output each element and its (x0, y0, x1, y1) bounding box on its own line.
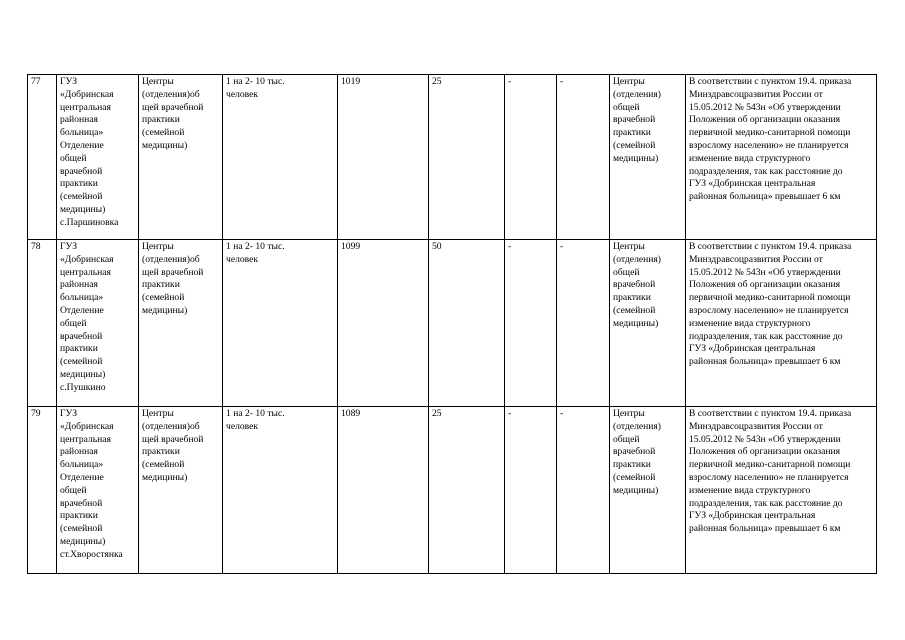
facility-type: Центры (отделения)об щей врачебной практики (семейной медицины) (139, 407, 223, 574)
facility-type: Центры (отделения)об щей врачебной практики (семейной медицины) (139, 240, 223, 407)
population-norm: 1 на 2- 10 тыс. человек (223, 75, 338, 240)
row-number: 77 (28, 75, 57, 240)
table-row (28, 75, 877, 240)
organization-name: ГУЗ «Добринская центральная районная больница» Отделение общей врачебной практики (семейной медицины) с.Паршиновка (57, 75, 139, 240)
population-count: 1019 (338, 75, 429, 240)
distance-value: 25 (429, 407, 505, 574)
empty-cell-dash: - (557, 75, 610, 240)
organization-name: ГУЗ «Добринская центральная районная больница» Отделение общей врачебной практики (семейной медицины) ст.Хворостянка (57, 407, 139, 574)
planned-facility-type: Центры (отделения) общей врачебной практики (семейной медицины) (610, 240, 686, 407)
distance-value: 50 (429, 240, 505, 407)
planned-facility-type: Центры (отделения) общей врачебной практики (семейной медицины) (610, 75, 686, 240)
empty-cell-dash: - (557, 407, 610, 574)
population-norm: 1 на 2- 10 тыс. человек (223, 407, 338, 574)
table-row (28, 407, 877, 574)
population-count: 1089 (338, 407, 429, 574)
empty-cell-dash: - (505, 75, 557, 240)
empty-cell-dash: - (505, 240, 557, 407)
population-count: 1099 (338, 240, 429, 407)
justification-note: В соответствии с пунктом 19.4. приказа Минздравсоцразвития России от 15.05.2012 № 543н «Об утверждении Положения об организации оказания первичной медико-санитарной помощи взрослому населению» не планируется изменение вида структурного подразделения, так как расстояние до ГУЗ «Добринская центральная районная больница» превышает 6 км (686, 407, 877, 574)
justification-note: В соответствии с пунктом 19.4. приказа Минздравсоцразвития России от 15.05.2012 № 543н «Об утверждении Положения об организации оказания первичной медико-санитарной помощи взрослому населению» не планируется изменение вида структурного подразделения, так как расстояние до ГУЗ «Добринская центральная районная больница» превышает 6 км (686, 240, 877, 407)
row-number: 79 (28, 407, 57, 574)
facilities-table (27, 74, 877, 574)
organization-name: ГУЗ «Добринская центральная районная больница» Отделение общей врачебной практики (семейной медицины) с.Пушкино (57, 240, 139, 407)
justification-note: В соответствии с пунктом 19.4. приказа Минздравсоцразвития России от 15.05.2012 № 543н «Об утверждении Положения об организации оказания первичной медико-санитарной помощи взрослому населению» не планируется изменение вида структурного подразделения, так как расстояние до ГУЗ «Добринская центральная районная больница» превышает 6 км (686, 75, 877, 240)
empty-cell-dash: - (505, 407, 557, 574)
row-number: 78 (28, 240, 57, 407)
planned-facility-type: Центры (отделения) общей врачебной практики (семейной медицины) (610, 407, 686, 574)
population-norm: 1 на 2- 10 тыс. человек (223, 240, 338, 407)
table-row (28, 240, 877, 407)
facility-type: Центры (отделения)об щей врачебной практики (семейной медицины) (139, 75, 223, 240)
empty-cell-dash: - (557, 240, 610, 407)
distance-value: 25 (429, 75, 505, 240)
